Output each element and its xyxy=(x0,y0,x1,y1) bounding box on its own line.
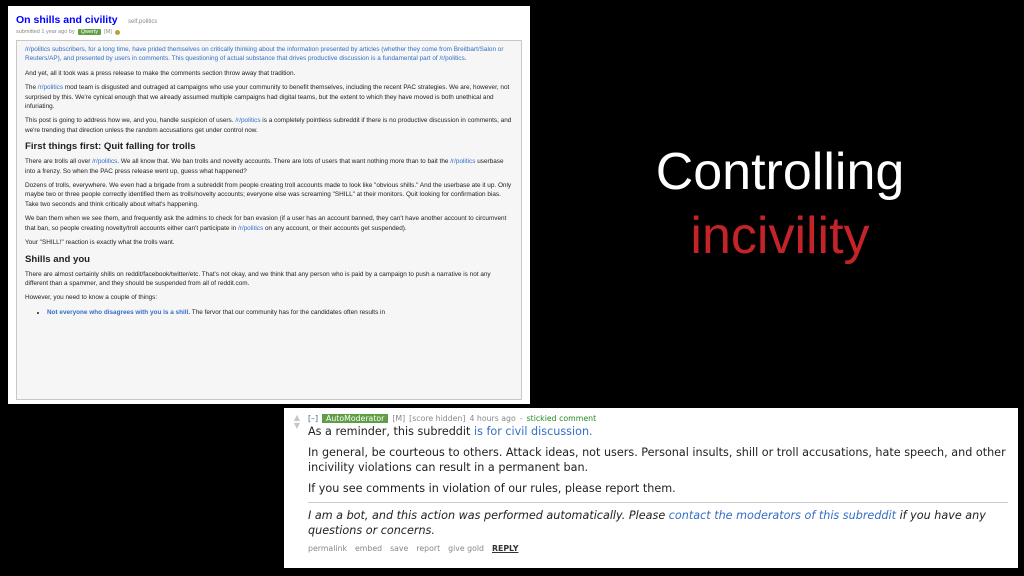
post-paragraph: There are trolls all over /r/politics. We all know that. We ban trolls and novelty accounts. There are lots of users that want nothing more than to bait the /r/politics userbase into a frenzy. So when the PAC press release went up, guess what happened? xyxy=(25,158,504,175)
report-button[interactable]: report xyxy=(416,544,441,553)
subreddit-link[interactable]: /r/politics xyxy=(92,158,118,166)
post-paragraph: Your "SHILL!" reaction is exactly what the trolls want. xyxy=(25,239,175,247)
post-paragraph: The /r/politics mod team is disgusted and outraged at campaigns who use your community to benefit themselves, including the recent PAC strategies. We are, however, not surprised by this. We're cynical enough that we already assumed multiple campaigns had digital teams, but the extent to which they have moved is both unethical and infuriating. xyxy=(25,84,510,111)
comment-author[interactable]: AutoModerator xyxy=(322,414,388,423)
post-paragraph: We ban them when we see them, and frequently ask the admins to check for ban evasion (if a user has an account banned, they can't have another account to circumvent that ban, so people creating novelty/troll accounts either can't participate in /r/politics on any account, or their accounts get suspended). xyxy=(25,215,507,232)
subreddit-link[interactable]: /r/politics xyxy=(237,224,264,232)
comment-time: 4 hours ago xyxy=(469,413,516,423)
comment-body xyxy=(304,412,1008,553)
reddit-post-screenshot xyxy=(8,6,530,404)
reply-button[interactable]: REPLY xyxy=(492,544,519,553)
comment-paragraph: If you see comments in violation of our rules, please report them. xyxy=(308,482,676,495)
tagline-separator: - xyxy=(519,413,523,423)
title-line-controlling: Controlling xyxy=(655,143,905,201)
post-domain[interactable]: self.politics xyxy=(127,19,158,25)
subreddit-link[interactable]: /r/politics xyxy=(439,55,465,63)
mod-flair: [M] xyxy=(104,29,112,35)
comment-score: [score hidden] xyxy=(409,413,466,423)
divider xyxy=(308,502,1008,503)
automoderator-comment xyxy=(284,408,1018,568)
mod-flag: [M] xyxy=(392,413,406,423)
save-button[interactable]: save xyxy=(390,544,409,553)
collapse-button[interactable]: [–] xyxy=(308,413,318,423)
post-author[interactable]: Qwerty xyxy=(78,29,101,35)
permalink-button[interactable]: permalink xyxy=(308,544,347,553)
embed-button[interactable]: embed xyxy=(354,544,383,553)
comment-tagline xyxy=(308,412,1008,424)
vote-arrows xyxy=(290,412,304,553)
post-paragraph: There are almost certainly shills on reddit/facebook/twitter/etc. That's not okay, and we think that any person who is paid by a campaign to push a narrative is not any different than a spammer, and they should be suspended from all of reddit.com. xyxy=(25,270,491,287)
post-paragraph: And yet, all it took was a press release to make the comments section throw away that tradition. xyxy=(25,69,296,77)
post-paragraph: Dozens of trolls, everywhere. We even had a brigade from a subreddit from people creating troll accounts made to look like "obvious shills." And the userbase ate it up. Only maybe two or three people correctly identified them as trolls/novelty accounts; everyone else was screaming "SHILL" at their monitors. Quit looking for confirmation bias. Take two seconds and think critically about what's happening. xyxy=(25,182,512,208)
downvote-icon[interactable]: ▼ xyxy=(293,421,301,430)
contact-moderators-link[interactable]: contact the moderators of this subreddit xyxy=(668,509,897,522)
submitted-text: submitted 1 year ago by xyxy=(16,29,75,35)
post-body xyxy=(16,40,522,400)
subreddit-link: /r/politics subscribers, for a long time, have prided themselves on critically thinking about the information presented by articles (whether they come from Breitbart/Salon or Reuters/AP), and presented by users in comments. This questioning of actual substance that drives productive discussion is a fundamental part of xyxy=(25,46,504,63)
post-paragraph: This post is going to address how we, and you, handle suspicion of users. /r/politics is a completely pointless subreddit if there is no productive discussion in comments, and we're trending that direction unless the random accusations get under control now. xyxy=(25,117,512,134)
comment-paragraph: In general, be courteous to others. Attack ideas, not users. Personal insults, shill or troll accusations, hate speech, and other incivility violations can result in a permanent ban. xyxy=(308,446,1006,474)
post-title[interactable]: On shills and civility xyxy=(16,14,118,26)
subreddit-link[interactable]: /r/politics xyxy=(235,117,261,125)
comment-actions xyxy=(308,544,1008,553)
mod-shield-icon xyxy=(115,30,120,35)
subreddit-link[interactable]: /r/politics xyxy=(450,158,476,166)
title-line-incivility: incivility xyxy=(690,207,870,265)
civil-discussion-link[interactable]: is for civil discussion. xyxy=(473,425,593,438)
comment-paragraph: As a reminder, this subreddit is for civil discussion. xyxy=(308,425,593,438)
subreddit-link[interactable]: /r/politics xyxy=(37,84,64,92)
section-heading: First things first: Quit falling for trolls xyxy=(25,141,196,153)
give-gold-button[interactable]: give gold xyxy=(448,544,485,553)
post-header xyxy=(8,6,530,37)
list-item: • Not everyone who disagrees with you is a shill. The fervor that our community has for the candidates often results in xyxy=(47,308,513,317)
stickied-label: stickied comment xyxy=(526,413,597,423)
post-tagline xyxy=(16,29,522,35)
bot-notice: I am a bot, and this action was performed automatically. Please contact the moderators of this subreddit if you have any questions or concerns. xyxy=(308,509,986,537)
post-paragraph: /r/politics subscribers, for a long time, have prided themselves on critically thinking about the information presented by articles (whether they come from Breitbart/Salon or Reuters/AP), and presented by users in comments. This questioning of actual substance that drives productive discussion is a fundamental part of /r/politics. xyxy=(25,46,504,63)
post-paragraph: However, you need to know a couple of things: xyxy=(25,294,158,302)
post-list xyxy=(25,308,513,317)
slide-title xyxy=(560,140,1000,268)
section-heading: Shills and you xyxy=(25,253,91,265)
upvote-icon[interactable]: ▲ xyxy=(293,413,301,422)
